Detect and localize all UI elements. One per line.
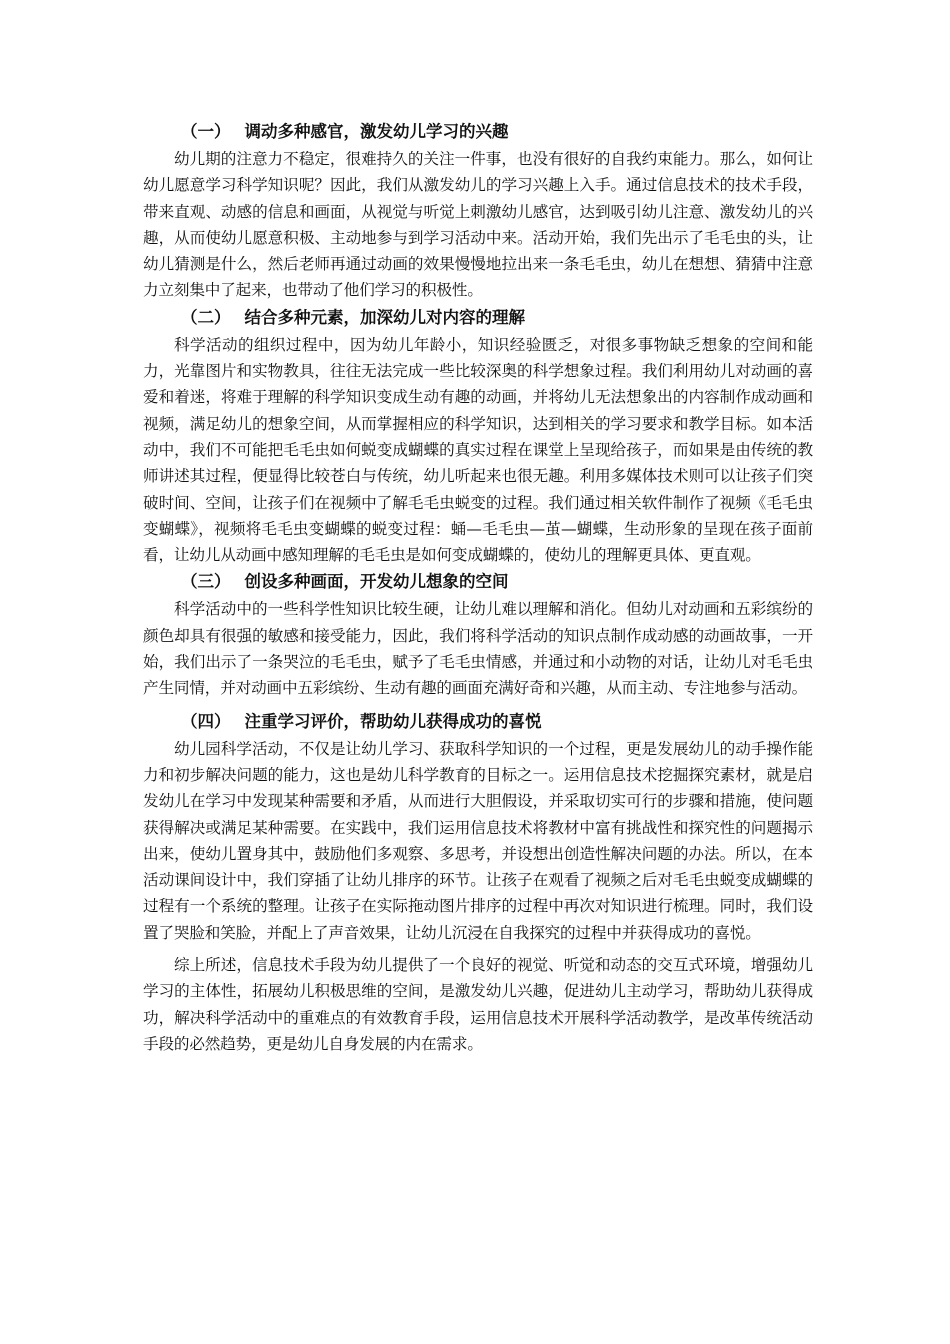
section-3-number: （三） bbox=[181, 572, 231, 592]
document-page bbox=[143, 118, 813, 1057]
section-3-title: 创设多种画面，开发幼儿想象的空间 bbox=[244, 572, 509, 592]
section-1-title: 调动多种感官，激发幼儿学习的兴趣 bbox=[244, 122, 509, 141]
section-2-heading bbox=[143, 304, 813, 332]
conclusion-paragraph: 综上所述，信息技术手段为幼儿提供了一个良好的视觉、听觉和动态的交互式环境，增强幼儿学习的主体性，拓展幼儿积极思维的空间，是激发幼儿兴趣，促进幼儿主动学习，帮助幼儿获得成功，解决科学活动中的重难点的有效教育手段，运用信息技术开展科学活动教学，是改革传统活动手段的必然趋势，更是幼儿自身发展的内在需求。 bbox=[143, 956, 813, 1053]
section-2-body: 科学活动的组织过程中，因为幼儿年龄小，知识经验匮乏，对很多事物缺乏想象的空间和能力，光靠图片和实物教具，往往无法完成一些比较深奥的科学想象过程。我们利用幼儿对动画的喜爱和着迷，将难于理解的科学知识变成生动有趣的动画，并将幼儿无法想象出的内容制作成动画和视频，满足幼儿的想象空间，从而掌握相应的科学知识，达到相关的学习要求和教学目标。如本活动中，我们不可能把毛毛虫如何蜕变成蝴蝶的真实过程在课堂上呈现给孩子，而如果是由传统的教师讲述其过程，便显得比较苍白与传统，幼儿听起来也很无趣。利用多媒体技术则可以让孩子们突破时间、空间，让孩子们在视频中了解毛毛虫蜕变的过程。我们通过相关软件制作了视频《毛毛虫变蝴蝶》，视频将毛毛虫变蝴蝶的蜕变过程：蛹—毛毛虫—茧—蝴蝶，生动形象的呈现在孩子面前看，让幼儿从动画中感知理解的毛毛虫是如何变成蝴蝶的，使幼儿的理解更具体、更直观。 bbox=[143, 335, 813, 565]
section-3-heading bbox=[143, 568, 813, 596]
section-4-number: （四） bbox=[181, 711, 231, 731]
section-4-title: 注重学习评价，帮助幼儿获得成功的喜悦 bbox=[244, 711, 542, 731]
section-1-body: 幼儿期的注意力不稳定，很难持久的关注一件事，也没有很好的自我约束能力。那么，如何让幼儿愿意学习科学知识呢？因此，我们从激发幼儿的学习兴趣上入手。通过信息技术的技术手段，带来直观、动感的信息和画面，从视觉与听觉上刺激幼儿感官，达到吸引幼儿注意、激发幼儿的兴趣，从而使幼儿愿意积极、主动地参与到学习活动中来。活动开始，我们先出示了毛毛虫的头，让幼儿猜测是什么，然后老师再通过动画的效果慢慢地拉出来一条毛毛虫，幼儿在想想、猜猜中注意力立刻集中了起来，也带动了他们学习的积极性。 bbox=[143, 150, 813, 300]
section-1-number: （一） bbox=[181, 122, 231, 141]
section-3-body: 科学活动中的一些科学性知识比较生硬，让幼儿难以理解和消化。但幼儿对动画和五彩缤纷的颜色却具有很强的敏感和接受能力，因此，我们将科学活动的知识点制作成动感的动画故事，一开始，我们出示了一条哭泣的毛毛虫，赋予了毛毛虫情感，并通过和小动物的对话，让幼儿对毛毛虫产生同情，并对动画中五彩缤纷、生动有趣的画面充满好奇和兴趣，从而主动、专注地参与活动。 bbox=[143, 600, 813, 698]
section-4-heading bbox=[143, 708, 813, 736]
section-2-number: （二） bbox=[181, 307, 231, 327]
section-2-title: 结合多种元素，加深幼儿对内容的理解 bbox=[244, 307, 525, 327]
section-4-body: 幼儿园科学活动，不仅是让幼儿学习、获取科学知识的一个过程，更是发展幼儿的动手操作能力和初步解决问题的能力，这也是幼儿科学教育的目标之一。运用信息技术挖掘探究素材，就是启发幼儿在学习中发现某种需要和矛盾，从而进行大胆假设，并采取切实可行的步骤和措施，使问题获得解决或满足某种需要。在实践中，我们运用信息技术将教材中富有挑战性和探究性的问题揭示出来，使幼儿置身其中，鼓励他们多观察、多思考，并设想出创造性解决问题的办法。所以，在本活动课间设计中，我们穿插了让幼儿排序的环节。让孩子在观看了视频之后对毛毛虫蜕变成蝴蝶的过程有一个系统的整理。让孩子在实际拖动图片排序的过程中再次对知识进行梳理。同时，我们设置了哭脸和笑脸，并配上了声音效果，让幼儿沉浸在自我探究的过程中并获得成功的喜悦。 bbox=[143, 739, 813, 942]
section-1-heading bbox=[143, 118, 813, 146]
